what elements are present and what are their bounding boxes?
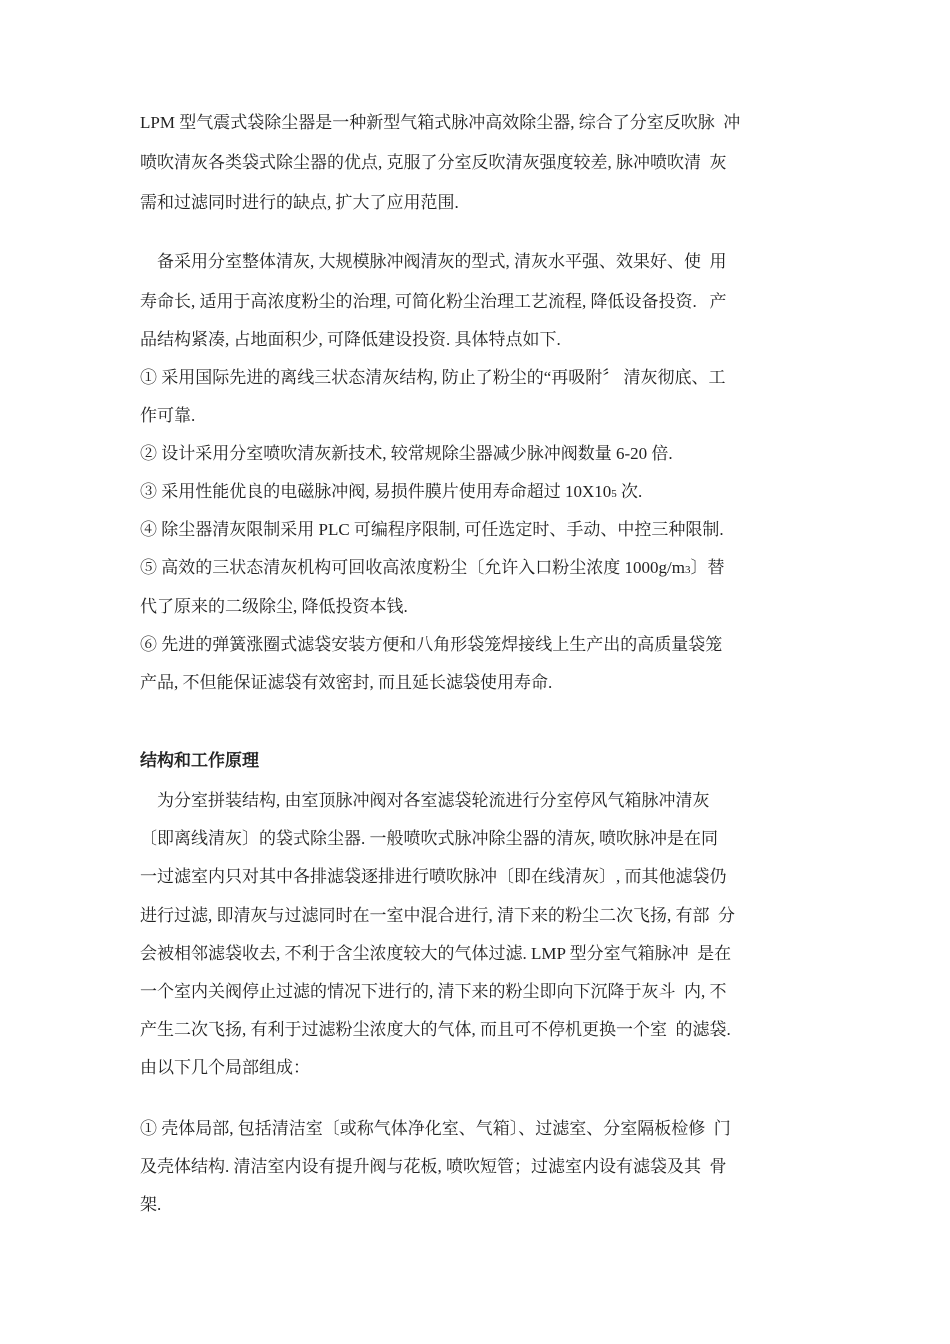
feature-line: 寿命长, 适用于高浓度粉尘的治理, 可简化粉尘治理工艺流程, 降低设备投资. 产 bbox=[140, 292, 727, 311]
intro-line: 需和过滤同时进行的缺点, 扩大了应用范围. bbox=[140, 193, 459, 212]
feature-line: 备采用分室整体清灰, 大规模脉冲阀清灰的型式, 清灰水平强、效果好、使 用 bbox=[140, 252, 727, 271]
parts-item-1-cont: 架. bbox=[140, 1195, 162, 1214]
feature-item-1: ① 采用国际先进的离线三状态清灰结构, 防止了粉尘的“再吸附〞 清灰彻底、工 bbox=[140, 368, 726, 387]
feature-item-2: ② 设计采用分室喷吹清灰新技术, 较常规除尘器减少脉冲阀数量 6-20 倍. bbox=[140, 444, 673, 463]
section-line: 为分室拼装结构, 由室顶脉冲阀对各室滤袋轮流进行分室停风气箱脉冲清灰 bbox=[140, 791, 710, 810]
feature-item-5-tail: 〕替 bbox=[690, 558, 725, 577]
section-line: 会被相邻滤袋收去, 不利于含尘浓度较大的气体过滤. LMP 型分室气箱脉冲 是在 bbox=[140, 944, 732, 963]
feature-item-1-cont: 作可靠. bbox=[140, 406, 196, 425]
intro-line: 喷吹清灰各类袋式除尘器的优点, 克服了分室反吹清灰强度较差, 脉冲喷吹清 灰 bbox=[140, 153, 727, 172]
feature-line: 品结构紧凑, 占地面积少, 可降低建设投资. 具体特点如下. bbox=[140, 330, 561, 349]
feature-item-3-text: ③ 采用性能优良的电磁脉冲阀, 易损件膜片使用寿命超过 10X10 bbox=[140, 482, 612, 501]
parts-item-1: ① 壳体局部, 包括清洁室〔或称气体净化室、气箱〕、过滤室、分室隔板检修 门 bbox=[140, 1119, 731, 1138]
section-line: 产生二次飞扬, 有利于过滤粉尘浓度大的气体, 而且可不停机更换一个室 的滤袋. bbox=[140, 1020, 731, 1039]
section-line: 一个室内关阀停止过滤的情况下进行的, 清下来的粉尘即向下沉降于灰斗 内, 不 bbox=[140, 982, 727, 1001]
feature-item-6: ⑥ 先进的弹簧涨圈式滤袋安装方便和八角形袋笼焊接线上生产出的高质量袋笼 bbox=[140, 635, 723, 654]
section-heading: 结构和工作原理 bbox=[140, 751, 259, 770]
section-line: 〔即离线清灰〕的袋式除尘器. 一般喷吹式脉冲除尘器的清灰, 喷吹脉冲是在同 bbox=[140, 829, 718, 848]
section-line: 一过滤室内只对其中各排滤袋逐排进行喷吹脉冲〔即在线清灰〕, 而其他滤袋仍 bbox=[140, 867, 727, 886]
feature-item-6-cont: 产品, 不但能保证滤袋有效密封, 而且延长滤袋使用寿命. bbox=[140, 673, 553, 692]
parts-item-1-cont: 及壳体结构. 清洁室内设有提升阀与花板, 喷吹短管；过滤室内设有滤袋及其 骨 bbox=[140, 1157, 727, 1176]
feature-item-3-tail: 次. bbox=[616, 482, 643, 501]
section-line: 进行过滤, 即清灰与过滤同时在一室中混合进行, 清下来的粉尘二次飞扬, 有部 分 bbox=[140, 906, 735, 925]
feature-item-5-unit-sub: 3 bbox=[684, 564, 691, 576]
feature-item-3 bbox=[140, 482, 642, 504]
feature-item-5-cont: 代了原来的二级除尘, 降低投资本钱. bbox=[140, 597, 408, 616]
feature-item-4: ④ 除尘器清灰限制采用 PLC 可编程序限制, 可任选定时、手动、中控三种限制. bbox=[140, 520, 724, 539]
intro-line: LPM 型气震式袋除尘器是一种新型气箱式脉冲高效除尘器, 综合了分室反吹脉 冲 bbox=[140, 113, 741, 132]
feature-item-5 bbox=[140, 558, 724, 580]
feature-item-5-text: ⑤ 高效的三状态清灰机构可回收高浓度粉尘〔允许入口粉尘浓度 1000g/m bbox=[140, 558, 685, 577]
feature-item-3-exponent: 5 bbox=[611, 488, 617, 500]
section-line: 由以下几个局部组成： bbox=[140, 1058, 310, 1077]
